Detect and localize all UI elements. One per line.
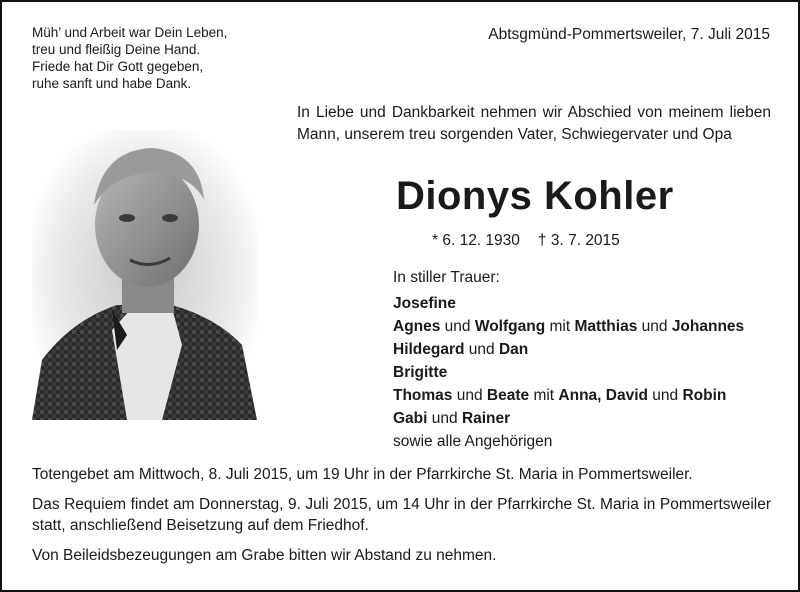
poem [32, 24, 227, 92]
mourners-list [393, 266, 744, 453]
connector: und [648, 387, 683, 404]
portrait-photo [32, 130, 257, 420]
birth-date: * 6. 12. 1930 [432, 232, 520, 249]
mourner-line [393, 361, 744, 384]
mourners-heading: In stiller Trauer: [393, 269, 500, 286]
connector: und [452, 387, 487, 404]
mourner-name: Matthias [574, 318, 638, 335]
poem-line: Friede hat Dir Gott gegeben, [32, 59, 204, 74]
deceased-name: Dionys Kohler [396, 174, 674, 218]
mourner-name: Agnes [393, 318, 441, 335]
connector: mit [545, 318, 575, 335]
mourner-line [393, 292, 744, 315]
poem-line: Müh’ und Arbeit war Dein Leben, [32, 25, 228, 40]
condolence-notice: Von Beileidsbezeugungen am Grabe bitten wir Abstand zu nehmen. [32, 547, 497, 564]
connector: und [637, 318, 672, 335]
mourner-line [393, 315, 744, 338]
connector: und [427, 410, 462, 427]
mourner-name: Gabi [393, 410, 428, 427]
life-dates [432, 232, 620, 250]
mourner-name: Beate [486, 387, 530, 404]
mourner-name: Robin [682, 387, 727, 404]
connector: mit [529, 387, 559, 404]
prayer-notice: Totengebet am Mittwoch, 8. Juli 2015, um 19 Uhr in der Pfarrkirche St. Maria in Pommertsweiler. [32, 466, 693, 483]
intro-text: In Liebe und Dankbarkeit nehmen wir Abschied von meinem lieben Mann, unserem treu sorgenden Vater, Schwiegervater und Opa [297, 104, 771, 143]
mourner-name: Josefine [393, 295, 456, 312]
mourner-name: Wolfgang [474, 318, 546, 335]
requiem-notice: Das Requiem findet am Donnerstag, 9. Juli 2015, um 14 Uhr in der Pfarrkirche St. Maria in Pommertsweiler statt, anschließend Beisetzung auf dem Friedhof. [32, 496, 771, 534]
mourners-closing: sowie alle Angehörigen [393, 433, 553, 450]
mourner-name: Johannes [671, 318, 745, 335]
connector: und [440, 318, 475, 335]
mourner-name: Dan [498, 341, 529, 358]
poem-line: treu und fleißig Deine Hand. [32, 42, 201, 57]
mourner-name: Hildegard [393, 341, 465, 358]
death-date: † 3. 7. 2015 [537, 232, 620, 249]
mourner-line [393, 407, 744, 430]
mourner-name: Brigitte [393, 364, 448, 381]
mourner-line [393, 338, 744, 361]
place-date: Abtsgmünd-Pommertsweiler, 7. Juli 2015 [488, 26, 770, 43]
mourner-line [393, 384, 744, 407]
mourner-name: Rainer [461, 410, 511, 427]
poem-line: ruhe sanft und habe Dank. [32, 76, 192, 91]
mourner-name: Thomas [393, 387, 453, 404]
connector: und [464, 341, 499, 358]
service-notices [32, 464, 771, 575]
mourner-name: Anna, David [558, 387, 648, 404]
